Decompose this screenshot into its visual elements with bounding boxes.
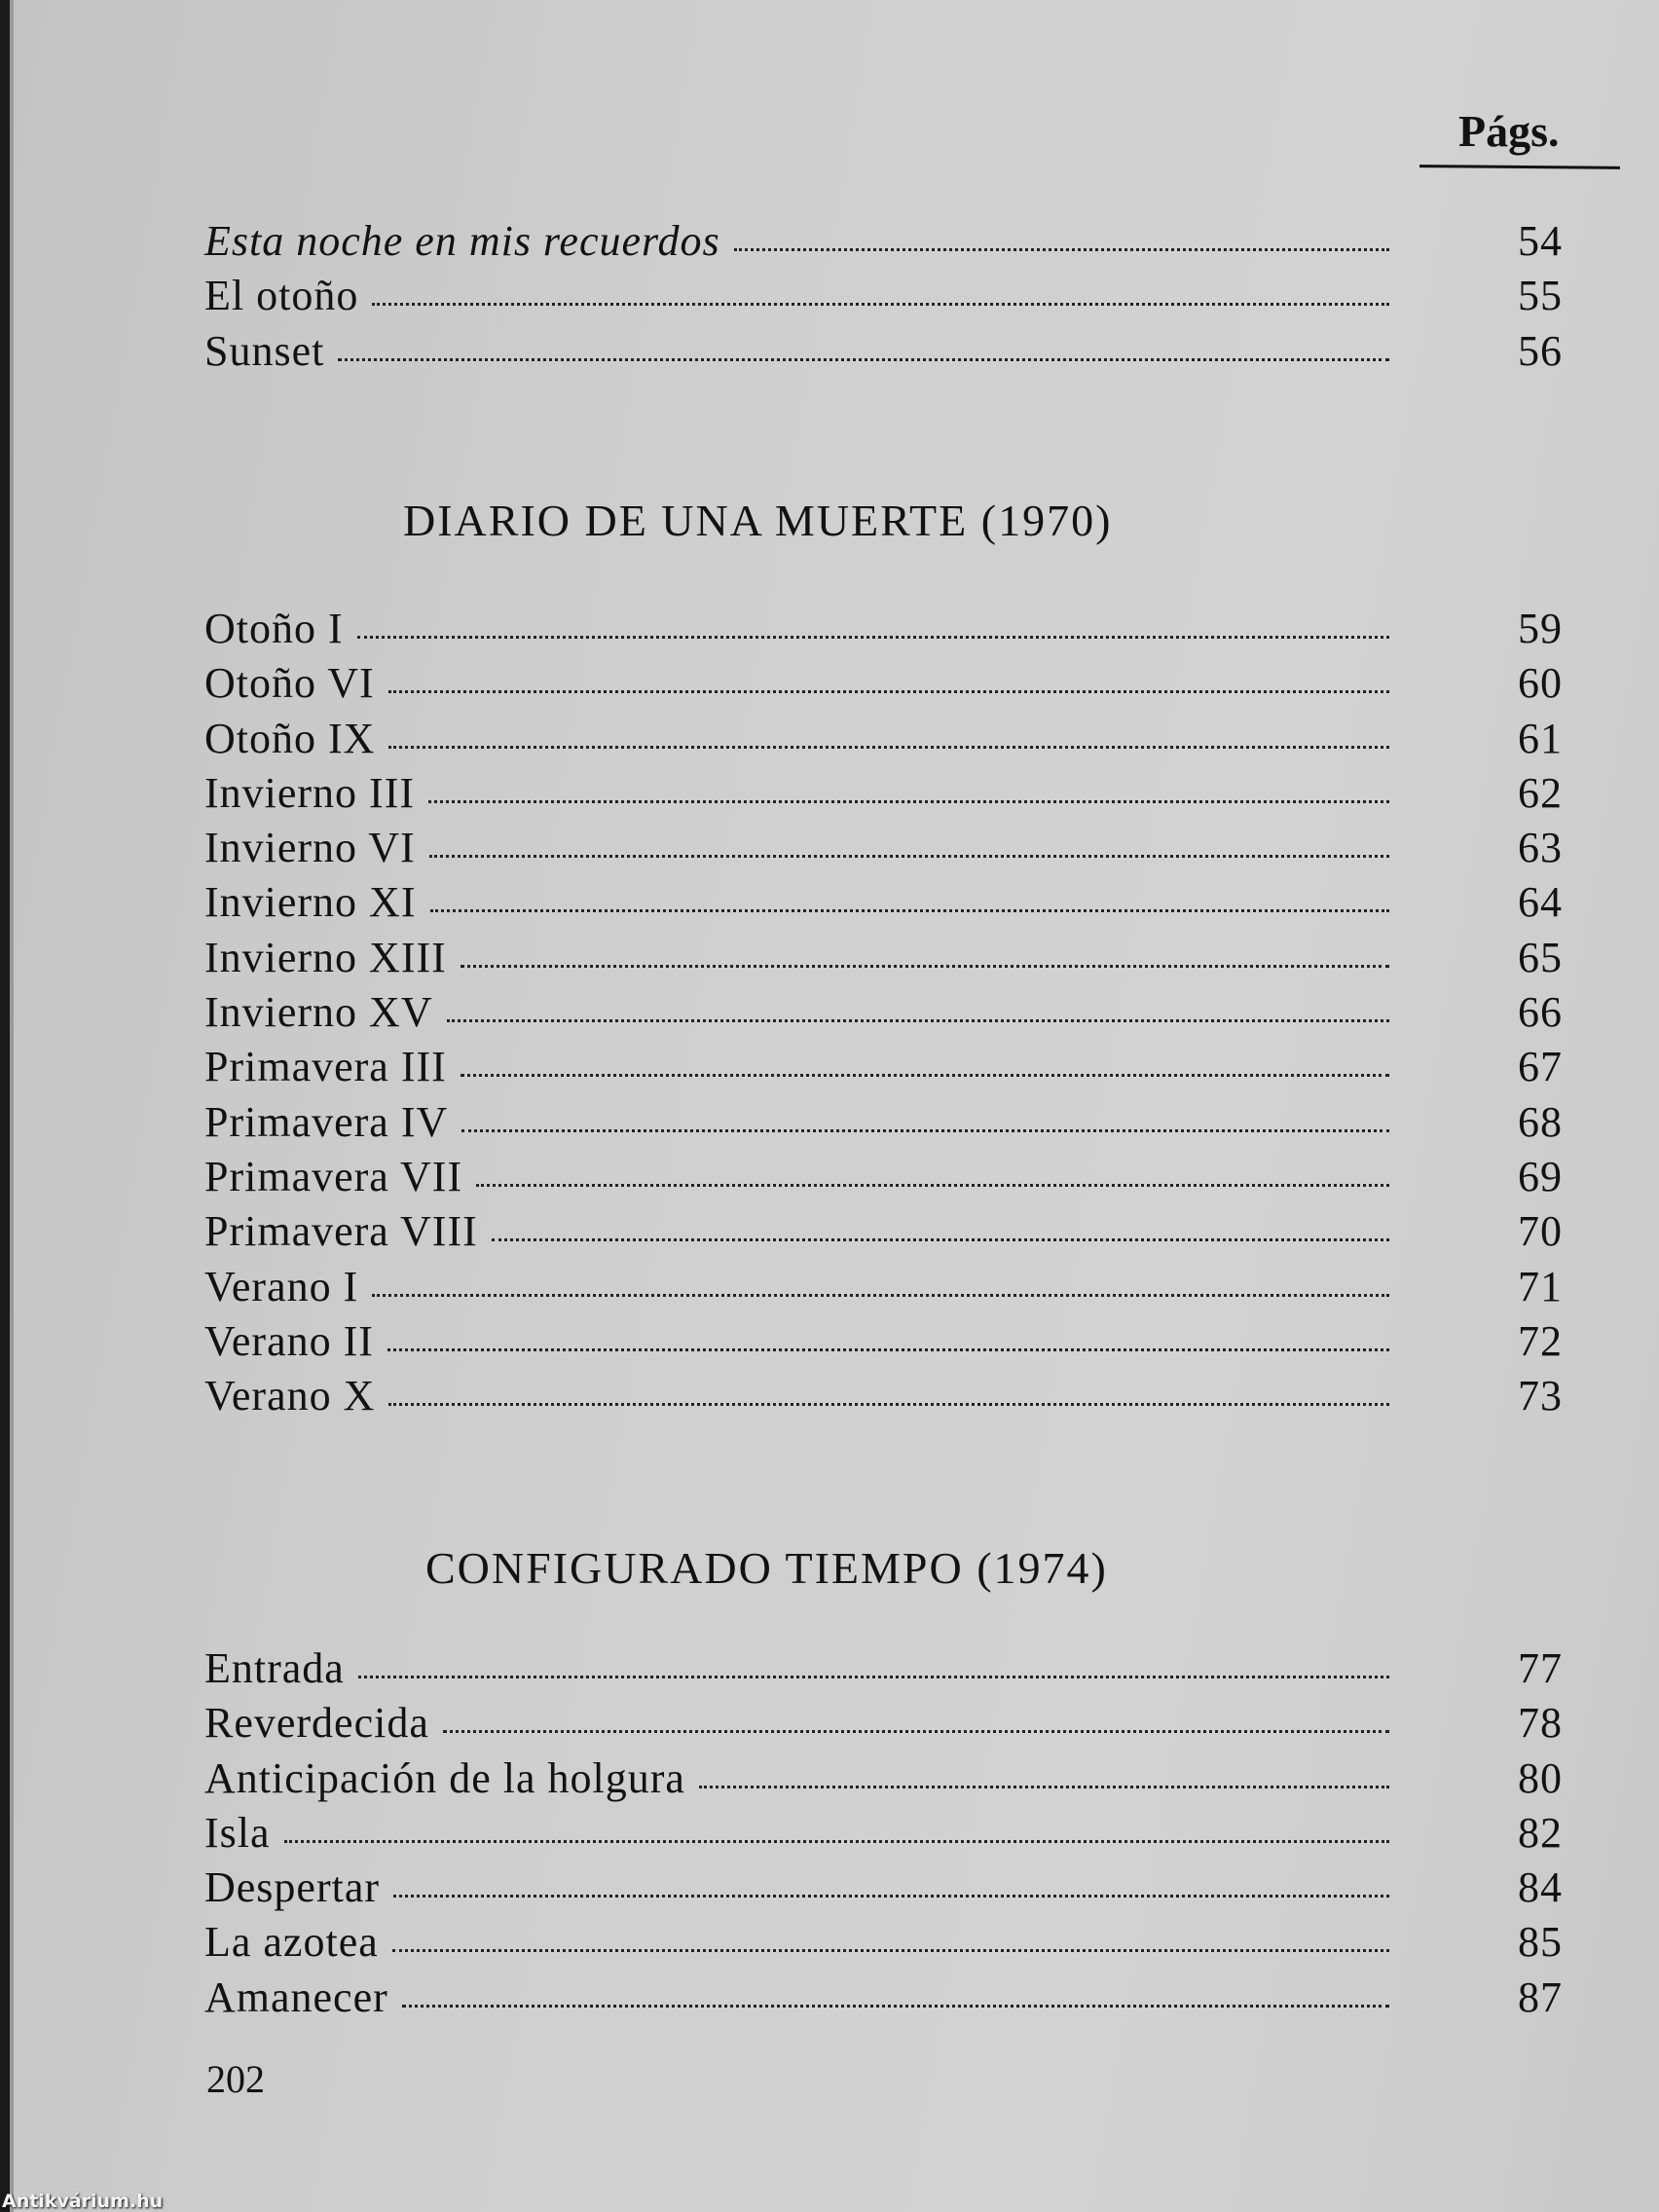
toc-entry-title: Esta noche en mis recuerdos — [204, 217, 720, 265]
toc-entry — [204, 1917, 1563, 1972]
toc-entry-page: 73 — [1518, 1372, 1563, 1420]
dot-leader — [388, 1403, 1389, 1406]
toc-entry — [204, 1643, 1563, 1698]
toc-entry-page: 69 — [1518, 1152, 1563, 1200]
dot-leader — [476, 1184, 1389, 1187]
toc-entry-page: 85 — [1518, 1918, 1563, 1967]
toc-entry — [204, 877, 1563, 932]
toc-entry-page: 62 — [1518, 768, 1563, 817]
toc-entry-page: 56 — [1518, 326, 1563, 375]
dot-leader — [447, 1019, 1389, 1022]
toc-entry — [204, 1753, 1563, 1808]
toc-entry — [204, 768, 1563, 823]
toc-entry — [204, 658, 1563, 713]
pages-column-label: Págs. — [1458, 106, 1560, 156]
toc-entry-page: 61 — [1518, 714, 1563, 762]
toc-entry-title: Anticipación de la holgura — [204, 1753, 685, 1802]
dot-leader — [338, 358, 1389, 361]
toc-entry-page: 70 — [1518, 1207, 1563, 1256]
dot-leader — [461, 1074, 1389, 1077]
toc-entry-title: Primavera VII — [204, 1152, 463, 1200]
dot-leader — [430, 909, 1390, 912]
toc-entry-title: Verano II — [204, 1316, 374, 1365]
toc-entry — [204, 1206, 1563, 1261]
toc-entry-page: 71 — [1518, 1262, 1563, 1310]
toc-entry-page: 60 — [1518, 659, 1563, 708]
toc-entry — [204, 714, 1563, 768]
toc-entry-page: 66 — [1518, 988, 1563, 1037]
toc-entry-title: Invierno XV — [204, 988, 433, 1037]
book-gutter-shadow — [10, 0, 14, 2212]
toc-entry-title: Sunset — [204, 326, 325, 375]
pages-label-underline — [1419, 165, 1620, 169]
toc-entry-page: 64 — [1518, 878, 1563, 927]
dot-leader — [372, 1294, 1389, 1297]
dot-leader — [699, 1786, 1389, 1788]
toc-entry — [204, 604, 1563, 658]
dot-leader — [392, 1949, 1389, 1952]
toc-entry — [204, 1097, 1563, 1152]
toc-entry-title: Verano X — [204, 1372, 376, 1420]
toc-entry — [204, 1862, 1563, 1917]
toc-entry-page: 67 — [1518, 1043, 1563, 1091]
toc-entry — [204, 1698, 1563, 1752]
toc-entry-title: Otoño VI — [204, 659, 375, 708]
toc-entry-title: La azotea — [204, 1918, 379, 1967]
toc-entry-page: 77 — [1518, 1644, 1563, 1692]
toc-entry — [204, 1152, 1563, 1206]
toc-entry-page: 80 — [1518, 1753, 1563, 1802]
toc-entry-title: Entrada — [204, 1644, 345, 1692]
dot-leader — [402, 2005, 1389, 2008]
toc-entry-title: Invierno III — [204, 768, 416, 817]
toc-entry-page: 63 — [1518, 824, 1563, 872]
toc-section-configurado — [204, 1643, 1563, 2027]
toc-entry-title: Primavera VIII — [204, 1207, 478, 1256]
toc-entry-title: Otoño IX — [204, 714, 376, 762]
toc-entry-title: Invierno XI — [204, 878, 417, 927]
toc-entry-page: 84 — [1518, 1863, 1563, 1912]
toc-entry-page: 78 — [1518, 1699, 1563, 1748]
toc-entry-title: Invierno VI — [204, 824, 416, 872]
toc-entry — [204, 1262, 1563, 1316]
dot-leader — [357, 636, 1389, 639]
toc-entry-title: Otoño I — [204, 605, 344, 652]
toc-entry — [204, 1972, 1563, 2027]
toc-entry — [204, 823, 1563, 877]
section-heading-configurado: CONFIGURADO TIEMPO (1974) — [425, 1543, 1108, 1593]
toc-entry-title: Primavera III — [204, 1043, 447, 1091]
toc-entry — [204, 216, 1563, 271]
dot-leader — [429, 855, 1389, 858]
dot-leader — [372, 303, 1389, 306]
toc-entry-title: Invierno XIII — [204, 933, 447, 981]
toc-entry-page: 65 — [1518, 933, 1563, 981]
dot-leader — [387, 1348, 1389, 1351]
section-heading-diario: DIARIO DE UNA MUERTE (1970) — [403, 496, 1113, 545]
dot-leader — [358, 1676, 1389, 1678]
toc-entry-page: 54 — [1518, 217, 1563, 265]
dot-leader — [393, 1895, 1389, 1898]
dot-leader — [388, 746, 1389, 749]
toc-entry-title: Despertar — [204, 1863, 381, 1912]
book-gutter — [0, 0, 10, 2212]
toc-entry-title: Verano I — [204, 1262, 359, 1310]
toc-entry — [204, 1808, 1563, 1862]
toc-entry-page: 82 — [1518, 1808, 1563, 1857]
dot-leader — [443, 1730, 1389, 1733]
toc-entry-title: Amanecer — [204, 1972, 388, 2021]
toc-intro-entries — [204, 216, 1563, 381]
dot-leader — [284, 1840, 1389, 1843]
toc-section-diario — [204, 604, 1563, 1425]
toc-entry-title: Primavera IV — [204, 1097, 449, 1146]
toc-entry — [204, 933, 1563, 987]
page-number: 202 — [206, 2057, 265, 2101]
toc-entry — [204, 326, 1563, 381]
toc-entry-page: 72 — [1518, 1316, 1563, 1365]
dot-leader — [734, 248, 1389, 251]
dot-leader — [492, 1238, 1389, 1241]
toc-entry — [204, 271, 1563, 325]
watermark-logo: Antikvárium.hu — [2, 2191, 164, 2212]
toc-entry-page: 55 — [1518, 272, 1563, 320]
dot-leader — [388, 690, 1389, 693]
toc-entry-title: El otoño — [204, 272, 359, 320]
dot-leader — [461, 965, 1389, 968]
toc-entry-title: Reverdecida — [204, 1699, 429, 1748]
toc-entry-title: Isla — [204, 1808, 271, 1857]
toc-entry-page: 68 — [1518, 1097, 1563, 1146]
toc-entry — [204, 1042, 1563, 1096]
toc-entry-page: 87 — [1518, 1972, 1563, 2021]
dot-leader — [428, 800, 1389, 803]
toc-entry — [204, 1316, 1563, 1371]
dot-leader — [461, 1129, 1389, 1132]
toc-entry — [204, 1371, 1563, 1425]
toc-entry-page: 59 — [1518, 605, 1563, 652]
toc-entry — [204, 987, 1563, 1042]
